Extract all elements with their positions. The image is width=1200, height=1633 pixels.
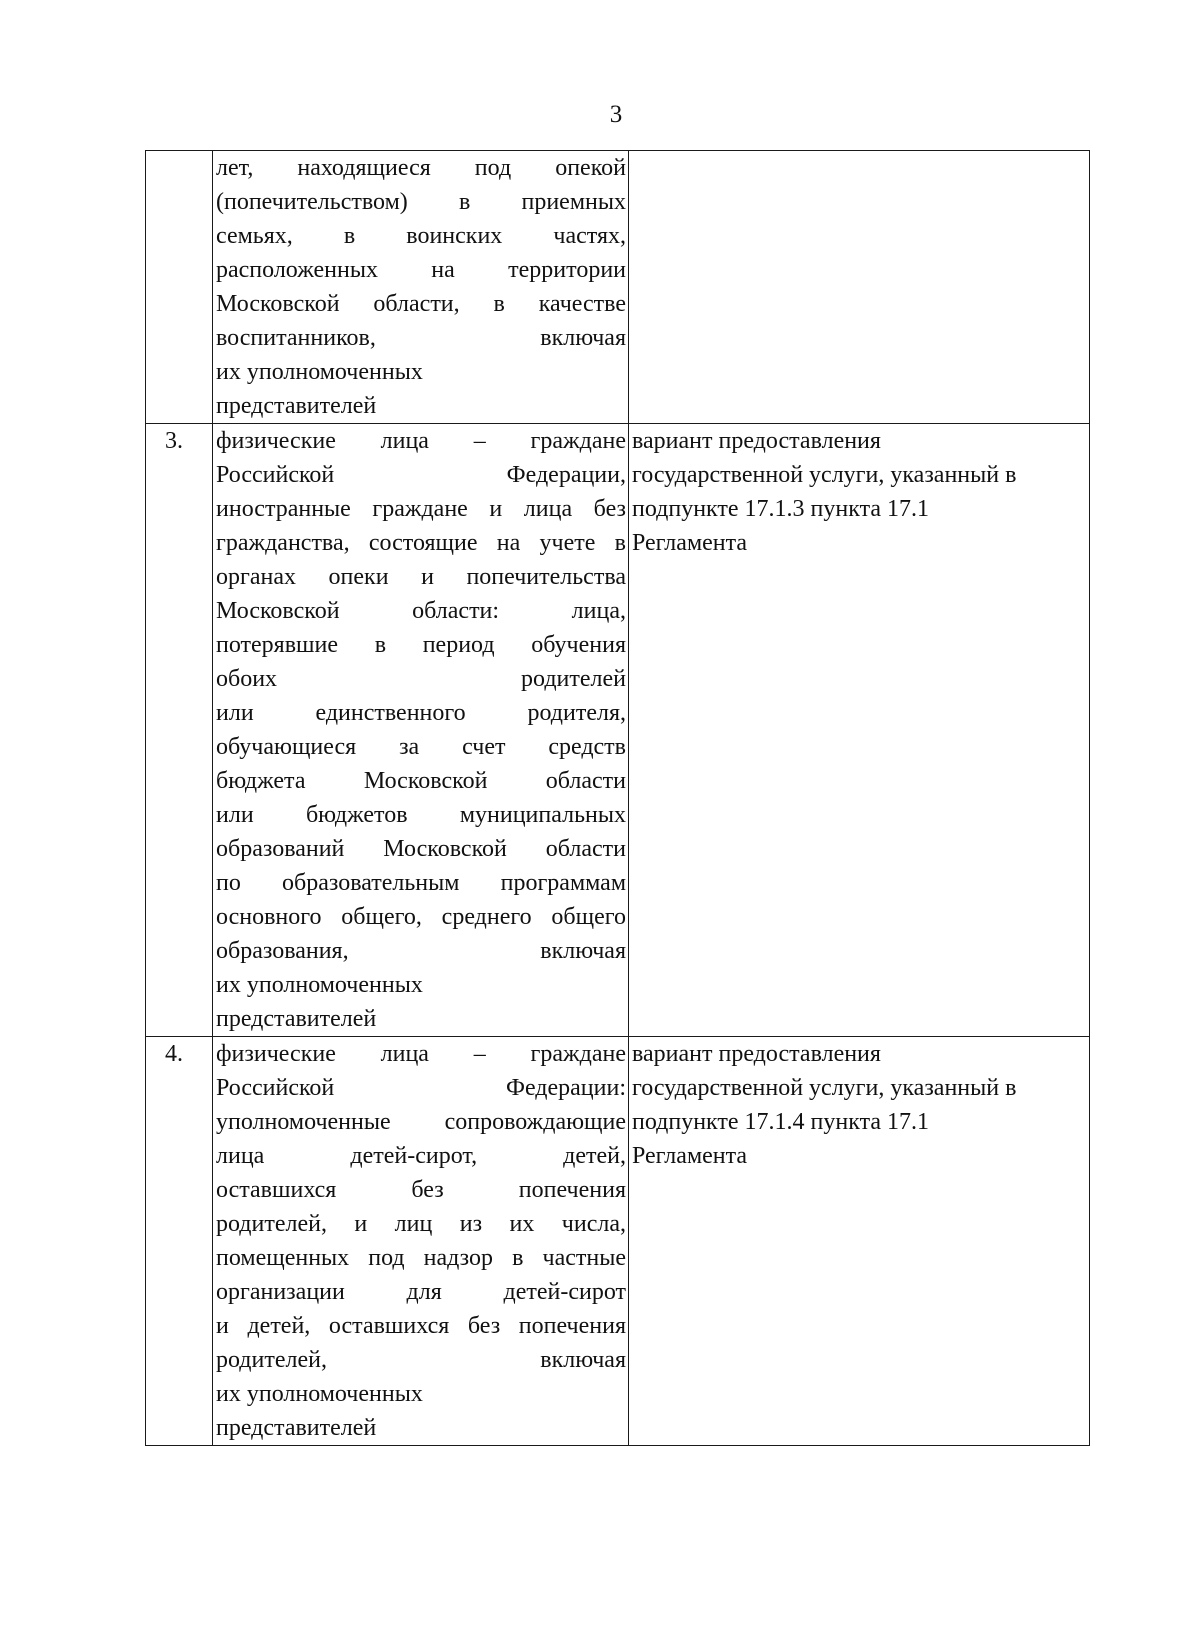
description-line: оставшихся без попечения xyxy=(216,1177,626,1203)
description-line: физические лица – граждане xyxy=(216,1041,626,1067)
description-line: представителей xyxy=(216,1415,377,1441)
description-line: их уполномоченных xyxy=(216,1381,423,1407)
variant-line: государственной услуги, указанный в xyxy=(632,1075,1017,1101)
description-line: расположенных на территории xyxy=(216,257,626,283)
description-line: гражданства, состоящие на учете в xyxy=(216,530,626,556)
description-line: иностранные граждане и лица без xyxy=(216,496,626,522)
description-line: воспитанников, включая xyxy=(216,325,626,351)
row-number-cell xyxy=(146,424,213,1037)
variant-line: подпункте 17.1.4 пункта 17.1 xyxy=(632,1109,929,1135)
description-line: помещенных под надзор в частные xyxy=(216,1245,626,1271)
description-line: Российской Федерации, xyxy=(216,462,626,488)
row-number-cell xyxy=(146,1037,213,1446)
description-line: образования, включая xyxy=(216,938,626,964)
description-line: образований Московской области xyxy=(216,836,626,862)
applicant-description-cell xyxy=(213,1037,629,1446)
description-line: физические лица – граждане xyxy=(216,428,626,454)
service-variant-cell xyxy=(629,1037,1090,1446)
description-line: представителей xyxy=(216,393,377,419)
description-line: Московской области, в качестве xyxy=(216,291,626,317)
applicant-description-cell xyxy=(213,151,629,424)
table-body xyxy=(146,151,1090,1446)
description-line: потерявшие в период обучения xyxy=(216,632,626,658)
variant-line: Регламента xyxy=(632,530,748,556)
row-number: 4. xyxy=(165,1041,183,1067)
description-line: лица детей-сирот, детей, xyxy=(216,1143,626,1169)
description-line: обучающиеся за счет средств xyxy=(216,734,626,760)
row-number-cell xyxy=(146,151,213,424)
applicant-categories-table xyxy=(145,150,1090,1446)
description-line: организации для детей-сирот xyxy=(216,1279,626,1305)
table-row xyxy=(146,151,1090,424)
description-line: (попечительством) в приемных xyxy=(216,189,626,215)
variant-line: вариант предоставления xyxy=(632,1041,881,1067)
description-line: родителей, включая xyxy=(216,1347,626,1373)
description-line: или бюджетов муниципальных xyxy=(216,802,626,828)
description-line: основного общего, среднего общего xyxy=(216,904,626,930)
description-line: представителей xyxy=(216,1006,377,1032)
service-variant-cell xyxy=(629,424,1090,1037)
applicant-description-cell xyxy=(213,424,629,1037)
page-number: 3 xyxy=(609,101,623,128)
row-number: 3. xyxy=(165,428,183,454)
description-line: уполномоченные сопровождающие xyxy=(216,1109,626,1135)
description-line: семьях, в воинских частях, xyxy=(216,223,626,249)
description-line: их уполномоченных xyxy=(216,972,423,998)
description-line: лет, находящиеся под опекой xyxy=(216,155,626,181)
description-line: родителей, и лиц из их числа, xyxy=(216,1211,626,1237)
description-line: и детей, оставшихся без попечения xyxy=(216,1313,626,1339)
service-variant-cell xyxy=(629,151,1090,424)
variant-line: государственной услуги, указанный в xyxy=(632,462,1017,488)
description-line: их уполномоченных xyxy=(216,359,423,385)
description-line: по образовательным программам xyxy=(216,870,626,896)
variant-line: вариант предоставления xyxy=(632,428,881,454)
variant-line: подпункте 17.1.3 пункта 17.1 xyxy=(632,496,929,522)
description-line: Российской Федерации: xyxy=(216,1075,626,1101)
description-line: или единственного родителя, xyxy=(216,700,626,726)
description-line: обоих родителей xyxy=(216,666,626,692)
description-line: бюджета Московской области xyxy=(216,768,626,794)
table-row xyxy=(146,424,1090,1037)
table-row xyxy=(146,1037,1090,1446)
description-line: Московской области: лица, xyxy=(216,598,626,624)
description-line: органах опеки и попечительства xyxy=(216,564,626,590)
variant-line: Регламента xyxy=(632,1143,748,1169)
